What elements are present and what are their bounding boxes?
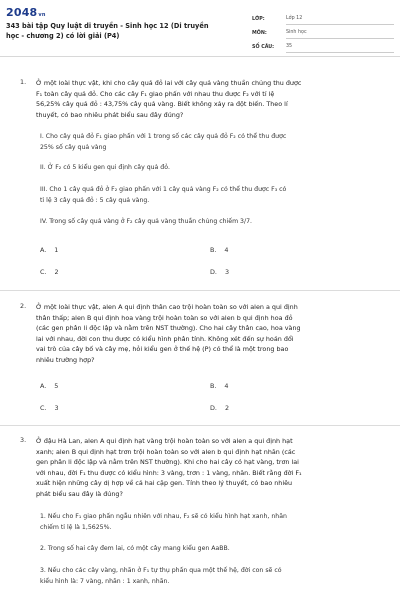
question-line: vai trò của cây bố và cây mẹ, hỏi kiểu gen ở thế hệ (P) có thể là một trong bao [36, 345, 289, 353]
option-value: 4 [224, 246, 229, 254]
question-line: F₁ toàn cây quả đỏ. Cho các cây F₁ giao phấn với nhau thu được F₂ với tỉ lệ [36, 89, 275, 98]
option-label: A. [40, 246, 47, 254]
meta-key: LỚP: [252, 16, 265, 22]
meta-key: MÔN: [252, 30, 267, 36]
question-text [36, 78, 386, 120]
question-line: (các gen phân li độc lập và nằm trên NST thường). Cho hai cây thân cao, hoa vàng [36, 324, 301, 332]
option-value: 5 [54, 382, 59, 390]
meta-row-subject [252, 26, 394, 40]
question-line: phát biểu sau đây là đúng? [36, 489, 123, 498]
statement [40, 132, 385, 153]
statement [40, 566, 385, 587]
statement-line: kiểu hình là: 7 vàng, nhăn : 1 xanh, nhăn. [40, 577, 170, 585]
question-number: 2. [20, 302, 27, 310]
question-text [36, 436, 386, 499]
question-number: 1. [20, 78, 27, 86]
question-line: Ở một loài thực vật, alen A qui định thân cao trội hoàn toàn so với alen a qui định [36, 303, 298, 311]
logo-suffix: vn [38, 12, 46, 18]
option-c[interactable] [40, 268, 59, 276]
meta-value: Lớp 12 [286, 14, 394, 25]
meta-key: SỐ CÂU: [252, 44, 275, 50]
question-line: với nhau, đời F₁ thu được có kiểu hình: 3 vàng, trơn : 1 vàng, nhăn. Biết rằng đời F₁ [36, 468, 302, 477]
option-b[interactable] [210, 246, 229, 254]
meta-row-count [252, 40, 394, 54]
statement-line: 1. Nếu cho F₁ giao phấn ngẫu nhiên với nhau, F₂ sẽ có kiểu hình hạt xanh, nhăn [40, 513, 287, 520]
statement-line: 3. Nếu cho các cây vàng, nhăn ở F₁ tự thụ phấn qua một thế hệ, đời con sẽ có [40, 567, 282, 574]
question-line: thân thấp; alen B qui định hoa vàng trội hoàn toàn so với alen b qui định hoa đỏ [36, 313, 293, 322]
statement-line: I. Cho cây quả đỏ F₁ giao phấn với 1 trong số các cây quả đỏ F₂ có thể thu được [40, 133, 287, 140]
site-logo[interactable] [6, 6, 46, 19]
question-line: lai với nhau, đời con thu được có kiểu hình phân tính. Không xét đến sự hoán đổi [36, 334, 294, 343]
question-line: gen phân li độc lập và nằm trên NST thường). Khi cho hai cây có hạt vàng, trơn lai [36, 458, 299, 466]
statement-line: tỉ lệ 3 cây quả đỏ : 5 cây quả vàng. [40, 196, 150, 204]
option-label: D. [210, 404, 217, 412]
option-label: B. [210, 382, 217, 390]
option-label: C. [40, 268, 47, 276]
page-title: 343 bài tập Quy luật di truyền - Sinh học 12 (Di truyền học - chương 2) có lời giải (P4) [6, 22, 209, 40]
question-text [36, 302, 386, 365]
meta-value: 35 [286, 42, 394, 53]
divider [0, 425, 400, 426]
statement [40, 512, 385, 533]
statement-line: II. Ở F₂ có 5 kiểu gen qui định cây quả đỏ. [40, 164, 170, 171]
logo-text: 2048 [6, 6, 38, 19]
statement-line: 2. Trong số hai cây đem lai, có một cây mang kiểu gen AaBB. [40, 545, 230, 552]
option-d[interactable] [210, 404, 229, 412]
statement-line: chiếm tỉ lệ là 1,5625%. [40, 523, 112, 531]
question-number: 3. [20, 436, 27, 444]
meta-table [252, 12, 394, 54]
option-value: 3 [54, 404, 59, 412]
question-line: nhiêu trường hợp? [36, 355, 95, 364]
option-c[interactable] [40, 404, 59, 412]
statement [40, 544, 385, 555]
option-a[interactable] [40, 246, 58, 254]
question-line: 56,25% cây quả đỏ : 43,75% cây quả vàng. Biết không xảy ra đột biến. Theo lí [36, 100, 288, 108]
meta-row-class [252, 12, 394, 26]
statement [40, 163, 385, 174]
option-label: C. [40, 404, 47, 412]
option-label: B. [210, 246, 217, 254]
option-value: 2 [54, 268, 59, 276]
question-line: xuất hiện những cây dị hợp về cả hai cặp gen. Tính theo lý thuyết, có bao nhiêu [36, 479, 293, 487]
option-label: A. [40, 382, 47, 390]
question-line: thuyết, có bao nhiêu phát biểu sau đây đúng? [36, 110, 184, 119]
option-value: 3 [224, 268, 230, 276]
statement [40, 185, 385, 206]
divider [0, 290, 400, 291]
meta-value: Sinh học [286, 28, 394, 39]
option-b[interactable] [210, 382, 229, 390]
document-header [0, 0, 400, 57]
question-line: xanh; alen B qui định hạt trơn trội hoàn toàn so với alen b qui định hạt nhăn (các [36, 447, 296, 456]
option-a[interactable] [40, 382, 58, 390]
option-value: 2 [224, 404, 230, 412]
statement-line: III. Cho 1 cây quả đỏ ở F₂ giao phấn với 1 cây quả vàng F₂ có thể thu được F₃ có [40, 186, 287, 193]
option-value: 4 [224, 382, 229, 390]
question-line: Ở đậu Hà Lan, alen A qui định hạt vàng trội hoàn toàn so với alen a qui định hạt [36, 437, 293, 445]
option-value: 1 [54, 246, 59, 254]
statement-line: IV. Trong số cây quả vàng ở F₂ cây quả vàng thuần chủng chiếm 3/7. [40, 218, 252, 225]
statement-line: 25% số cây quả vàng [40, 143, 107, 151]
option-d[interactable] [210, 268, 229, 276]
statement [40, 217, 385, 228]
question-line: Ở một loài thực vật, khi cho cây quả đỏ lai với cây quả vàng thuần chủng thu được [36, 79, 302, 87]
option-label: D. [210, 268, 217, 276]
